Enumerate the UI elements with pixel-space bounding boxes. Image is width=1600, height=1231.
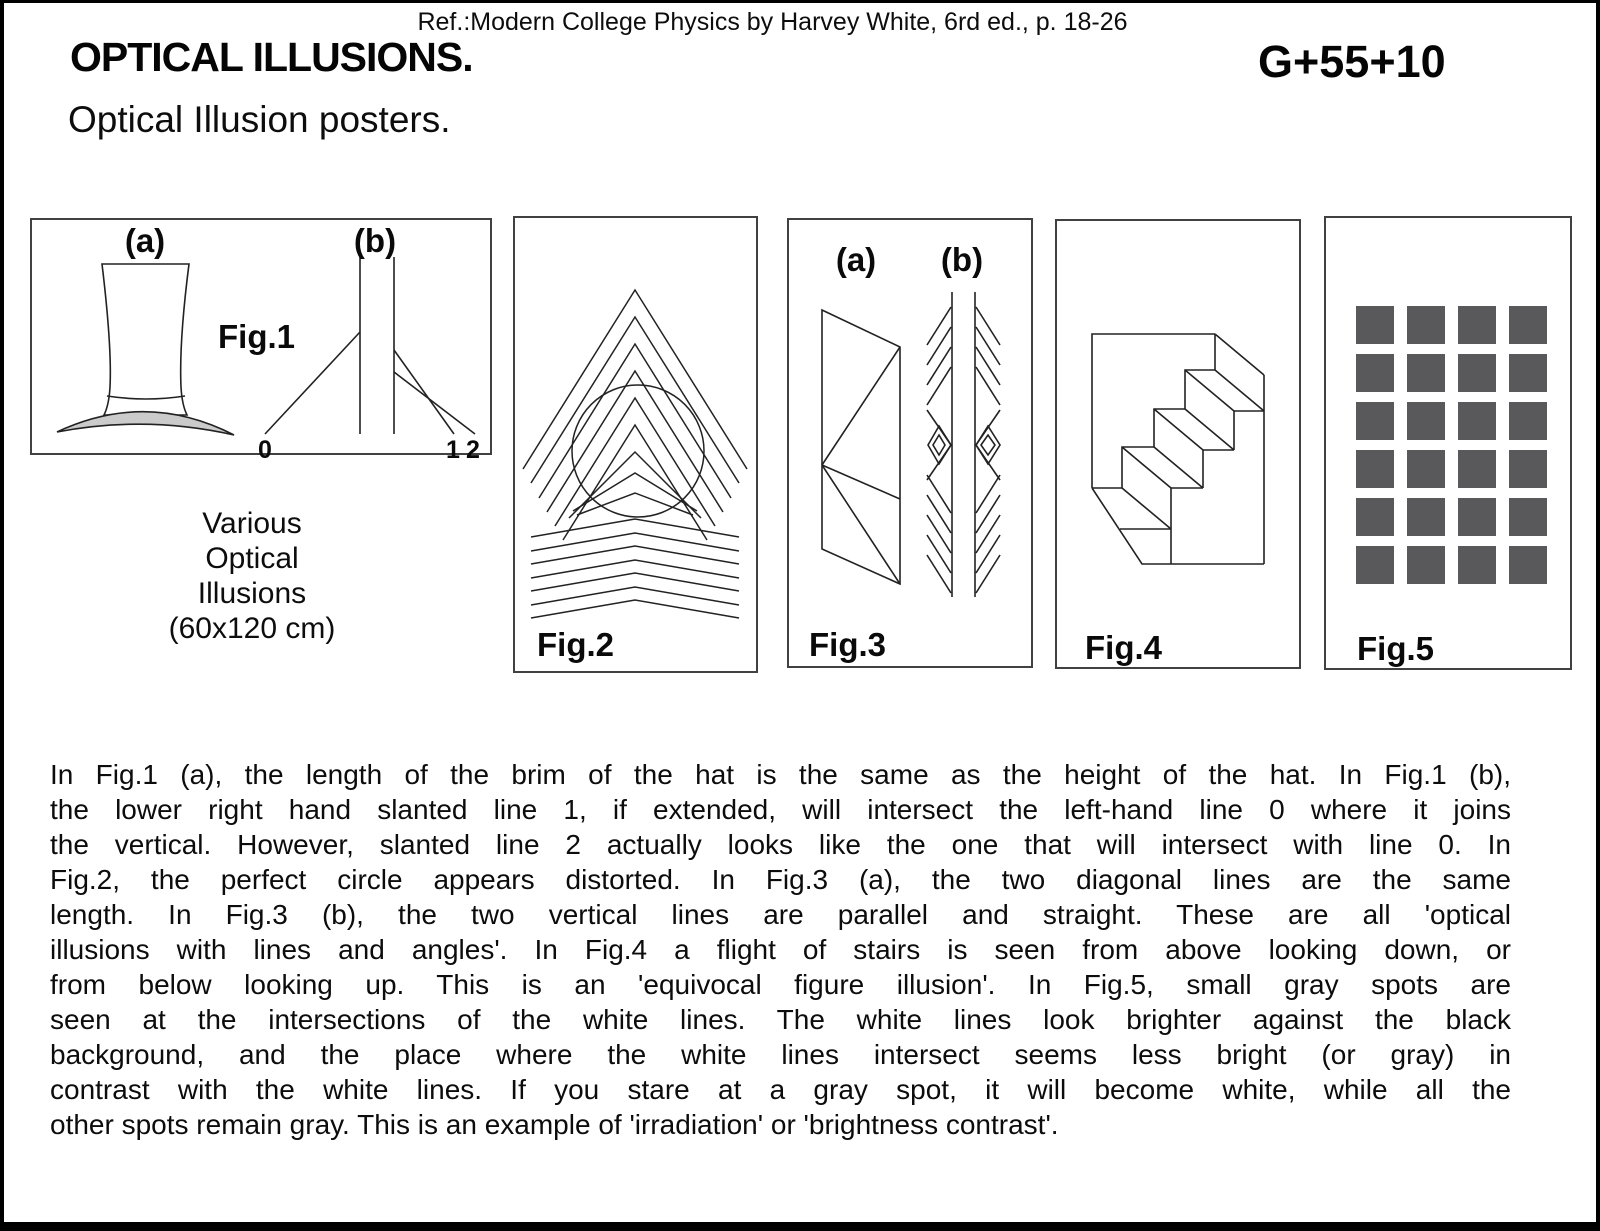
grid-square [1458,354,1496,392]
paragraph-line: illusions with lines and angles'. In Fig.4 a flight of stairs is seen from above looking down, or [50,934,1511,965]
grid-square [1356,546,1394,584]
paragraph-line: other spots remain gray. This is an example of 'irradiation' or 'brightness contrast'. [50,1109,1059,1140]
grid-square [1407,402,1445,440]
paragraph-line: from below looking up. This is an 'equivocal figure illusion'. In Fig.5, small gray spots are [50,969,1511,1000]
grid-square [1356,450,1394,488]
grid-square [1407,354,1445,392]
figure5-panel [1324,216,1572,670]
poster-caption [130,506,374,646]
grid-square [1509,450,1547,488]
grid-square [1356,498,1394,536]
grid-square [1509,498,1547,536]
fig1-sublabel-b: (b) [353,222,397,259]
grid-square [1458,498,1496,536]
figure2-panel [513,216,758,673]
figure3-drawing [789,220,1031,666]
grid-square [1458,402,1496,440]
caption-line: Various [202,507,302,540]
figure2-drawing [515,218,756,671]
grid-square [1509,546,1547,584]
page-border-bottom [0,1222,1600,1231]
fig3-sublabel-a: (a) [835,241,877,278]
page-title: OPTICAL ILLUSIONS. [70,34,473,80]
fig1-line2-label: 2 [466,436,480,464]
grid-square [1509,306,1547,344]
paragraph-line: seen at the intersections of the white lines. The white lines look brighter against the black [50,1004,1511,1035]
fig3-label: Fig.3 [809,626,887,663]
grid-square [1458,450,1496,488]
figure1-panel [30,218,492,464]
caption-line: Illusions [197,577,307,610]
paragraph-line: Fig.2, the perfect circle appears distorted. In Fig.3 (a), the two diagonal lines are the same [50,864,1511,895]
fig1-line0-label: 0 [258,436,272,464]
grid-square [1458,546,1496,584]
reference-line: Ref.:Modern College Physics by Harvey White, 6rd ed., p. 18-26 [417,8,1128,36]
description-paragraph [50,757,1511,1142]
grid-square [1407,306,1445,344]
page-subtitle: Optical Illusion posters. [68,99,451,140]
grid-square [1509,354,1547,392]
grid-square [1356,402,1394,440]
paragraph-line: background, and the place where the white lines intersect seems less bright (or gray) in [50,1039,1511,1070]
fig4-label: Fig.4 [1085,629,1163,666]
grid-square [1356,354,1394,392]
grid-square [1407,498,1445,536]
fig1-label: Fig.1 [218,318,296,355]
fig1-sublabel-a: (a) [124,222,166,259]
paragraph-line: length. In Fig.3 (b), the two vertical lines are parallel and straight. These are all 'optical [50,899,1511,930]
grid-square [1356,306,1394,344]
caption-line: Optical [205,542,299,575]
figure3-panel [787,218,1033,668]
paragraph-line: In Fig.1 (a), the length of the brim of the hat is the same as the height of the hat. In Fig.1 (b), [50,759,1511,790]
fig1-line1-label: 1 [446,436,460,464]
hermann-grid [1356,306,1559,584]
figure4-drawing [1057,221,1299,667]
fig2-label: Fig.2 [537,626,615,663]
paragraph-line: the vertical. However, slanted line 2 actually looks like the one that will intersect with line 0. In [50,829,1511,860]
grid-square [1407,450,1445,488]
page-border-right [1596,0,1600,1231]
figure4-panel [1055,219,1301,669]
grid-square [1509,402,1547,440]
grid-square [1407,546,1445,584]
fig3-sublabel-b: (b) [940,241,984,278]
paragraph-line: the lower right hand slanted line 1, if extended, will intersect the left-hand line 0 where it joins [50,794,1511,825]
page-border-left [0,0,4,1231]
fig5-label: Fig.5 [1357,630,1435,667]
catalog-number: G+55+10 [1258,36,1446,87]
grid-square [1458,306,1496,344]
paragraph-line: contrast with the white lines. If you stare at a gray spot, it will become white, while all the [50,1074,1511,1105]
page-border-top [0,0,1600,3]
caption-line: (60x120 cm) [168,612,336,645]
